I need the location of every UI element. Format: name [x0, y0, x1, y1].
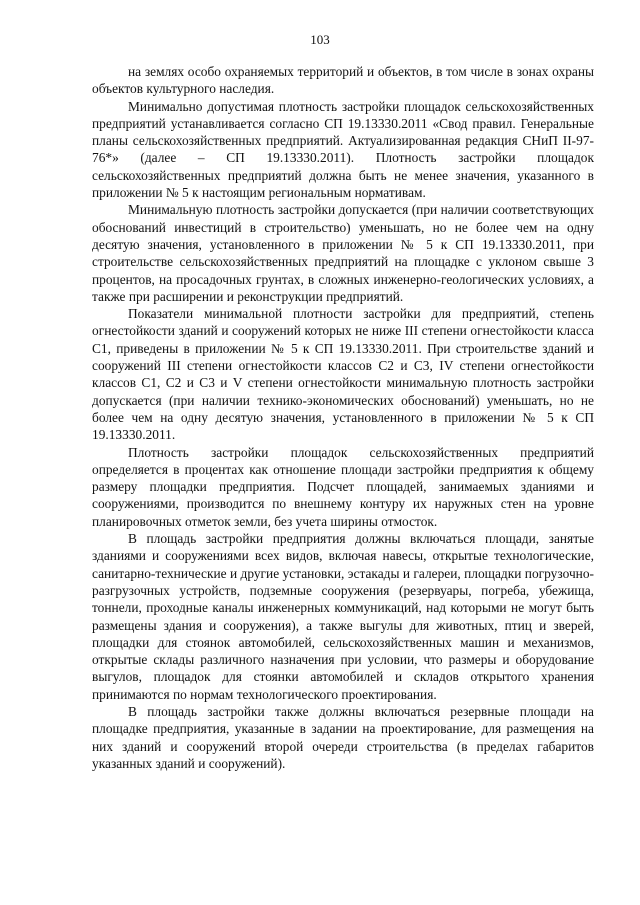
- body-text: [92, 63, 594, 772]
- paragraph-2: Минимально допустимая плотность застройки площадок сельскохозяйственных предприятий устанавливается согласно СП 19.13330.2011 «Свод правил. Генеральные планы сельскохозяйственных предприятий. Актуализированная редакция СНиП II-97-76*» (далее – СП 19.13330.2011). Плотность застройки площадок сельскохозяйственных предприятий должна быть не менее значения, указанного в приложении № 5 к настоящим региональным нормативам.: [92, 98, 594, 201]
- page-number: 103: [310, 32, 330, 47]
- paragraph-3: Минимальную плотность застройки допускается (при наличии соответствующих обоснований инвестиций в строительство) уменьшать, но не более чем на одну десятую значения, установленного в приложении № 5 к СП 19.13330.2011, при строительстве сельскохозяйственных предприятий на площадке с уклоном свыше 3 процентов, на просадочных грунтах, в сложных инженерно-геологических условиях, а также при расширении и реконструкции предприятий.: [92, 202, 594, 304]
- paragraph-7: В площадь застройки также должны включаться резервные площади на площадке предприятия, указанные в задании на проектирование, для размещения на них зданий и сооружений второй очереди строительства (в пределах габаритов указанных зданий и сооружений).: [92, 703, 594, 771]
- paragraph-6: В площадь застройки предприятия должны включаться площади, занятые зданиями и сооружениями всех видов, включая навесы, открытые технологические, санитарно-технические и другие установки, эстакады и галереи, площадки погрузочно-разгрузочных устройств, подземные сооружения (резервуары, погреба, убежища, тоннели, проходные каналы инженерных коммуникаций, над которыми не могут быть размещены здания и сооружения), а также выгулы для животных, птиц и зверей, площадки для стоянок автомобилей, сельскохозяйственных машин и механизмов, открытые склады различного назначения при условии, что размеры и оборудование выгулов, площадок для стоянки автомобилей и складов открытого хранения принимаются по нормам технологического проектирования.: [92, 531, 594, 702]
- paragraph-4: Показатели минимальной плотности застройки для предприятий, степень огнестойкости зданий и сооружений которых не ниже III степени огнестойкости класса С1, приведены в приложении № 5 к СП 19.13330.2011. При строительстве зданий и сооружений III степени огнестойкости классов С2 и С3, IV степени огнестойкости классов С1, С2 и С3 и V степени огнестойкости минимальную плотность застройки допускается (при наличии технико-экономических обоснований) уменьшать, но не более чем на одну десятую значения, установленного в приложении № 5 к СП 19.13330.2011.: [92, 306, 594, 443]
- paragraph-5: Плотность застройки площадок сельскохозяйственных предприятий определяется в процентах как отношение площади застройки предприятия к общему размеру площадки предприятия. Подсчет площадей, занимаемых зданиями и сооружениями, производится по внешнему контуру их наружных стен на уровне планировочных отметок земли, без учета ширины отмосток.: [92, 444, 594, 529]
- paragraph-1: на землях особо охраняемых территорий и объектов, в том числе в зонах охраны объектов культурного наследия.: [92, 64, 594, 97]
